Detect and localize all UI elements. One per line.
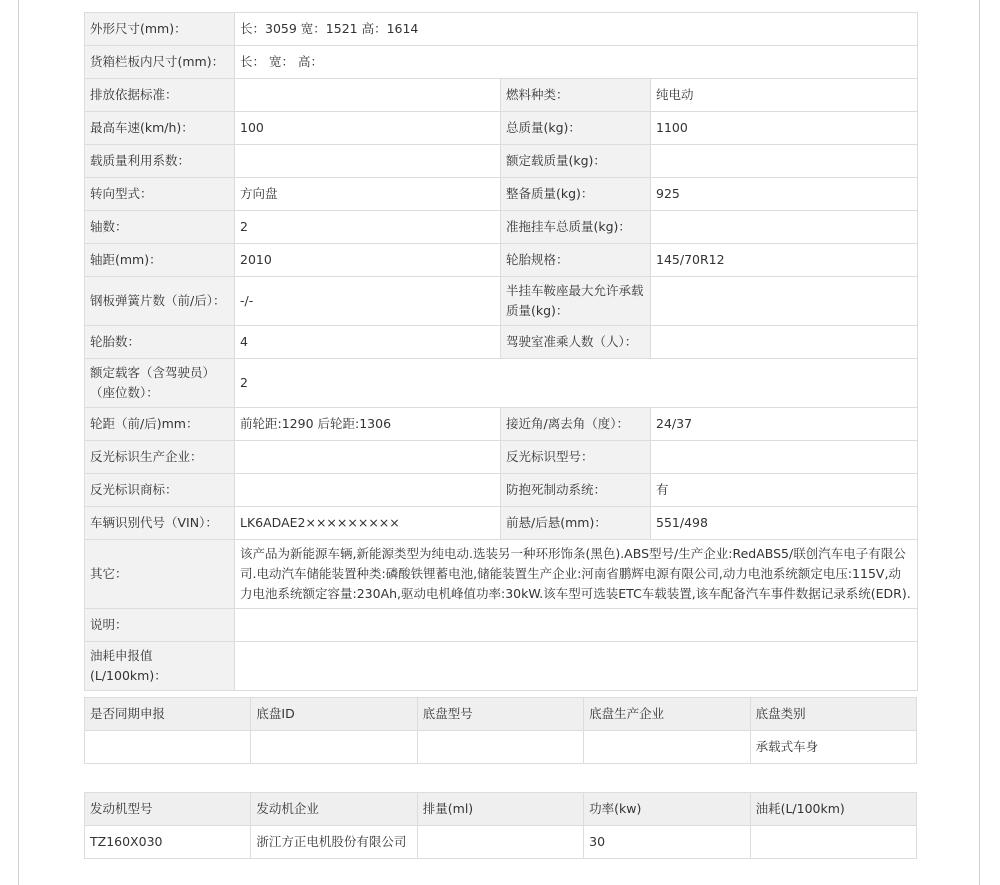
spec-row bbox=[85, 145, 918, 178]
table-cell bbox=[417, 826, 583, 859]
chassis-table bbox=[84, 697, 917, 764]
table-cell: TZ160X030 bbox=[85, 826, 251, 859]
spec-value: 2010 bbox=[235, 244, 501, 277]
spec-value: 方向盘 bbox=[235, 178, 501, 211]
spec-row bbox=[85, 178, 918, 211]
fuel-label: 油耗申报值(L/100km)： bbox=[85, 642, 235, 691]
spec-value: 24/37 bbox=[651, 408, 918, 441]
spec-label: 半挂车鞍座最大允许承载质量(kg)： bbox=[501, 277, 651, 326]
spec-value: -/- bbox=[235, 277, 501, 326]
spec-row bbox=[85, 244, 918, 277]
spec-label: 总质量(kg)： bbox=[501, 112, 651, 145]
spec-value bbox=[651, 211, 918, 244]
spec-value bbox=[651, 277, 918, 326]
table-cell bbox=[85, 731, 251, 764]
spec-label: 排放依据标准： bbox=[85, 79, 235, 112]
table-cell bbox=[417, 731, 583, 764]
column-header: 发动机型号 bbox=[85, 793, 251, 826]
spec-label: 钢板弹簧片数（前/后）： bbox=[85, 277, 235, 326]
cargo-label: 货箱栏板内尺寸(mm)： bbox=[85, 46, 235, 79]
spec-value: 551/498 bbox=[651, 507, 918, 540]
engine-header-row bbox=[85, 793, 917, 826]
spec-value: 100 bbox=[235, 112, 501, 145]
spec-value bbox=[235, 474, 501, 507]
fuel-value bbox=[235, 642, 918, 691]
spec-label: 轮胎规格： bbox=[501, 244, 651, 277]
seats-label: 额定载客（含驾驶员）（座位数）： bbox=[85, 359, 235, 408]
spec-label: 最高车速(km/h)： bbox=[85, 112, 235, 145]
spec-value bbox=[235, 145, 501, 178]
chassis-data-row bbox=[85, 731, 917, 764]
spec-label: 车辆识别代号（VIN）： bbox=[85, 507, 235, 540]
table-cell bbox=[750, 826, 916, 859]
note-value bbox=[235, 609, 918, 642]
engine-data-row bbox=[85, 826, 917, 859]
spec-row bbox=[85, 277, 918, 326]
spec-label: 额定载质量(kg)： bbox=[501, 145, 651, 178]
spec-row bbox=[85, 211, 918, 244]
dims-value: 长：3059 宽：1521 高：1614 bbox=[235, 13, 918, 46]
spec-row-other bbox=[85, 540, 918, 609]
spec-label: 防抱死制动系统： bbox=[501, 474, 651, 507]
spec-row bbox=[85, 112, 918, 145]
column-header: 油耗(L/100km) bbox=[750, 793, 916, 826]
spec-label: 反光标识商标： bbox=[85, 474, 235, 507]
spec-value bbox=[651, 326, 918, 359]
spec-value: 925 bbox=[651, 178, 918, 211]
table-cell: 30 bbox=[584, 826, 750, 859]
spec-value bbox=[235, 441, 501, 474]
spec-row-seats bbox=[85, 359, 918, 408]
spec-label: 载质量利用系数： bbox=[85, 145, 235, 178]
other-value: 该产品为新能源车辆,新能源类型为纯电动.选装另一种环形饰条(黑色).ABS型号/生产企业:RedABS5/联创汽车电子有限公司.电动汽车储能装置种类:磷酸铁锂蓄电池,储能装置生产企业:河南省鹏辉电源有限公司,动力电池系统额定电压:115V,动力电池系统额定容量:230Ah,驱动电机峰值功率:30kW.该车型可选装ETC车载装置,该车配备汽车事件数据记录系统(EDR). bbox=[235, 540, 918, 609]
spec-row bbox=[85, 408, 918, 441]
column-header: 底盘型号 bbox=[417, 698, 583, 731]
spec-label: 转向型式： bbox=[85, 178, 235, 211]
column-header: 发动机企业 bbox=[251, 793, 417, 826]
spec-label: 轴数： bbox=[85, 211, 235, 244]
spec-value: 145/70R12 bbox=[651, 244, 918, 277]
spec-label: 准拖挂车总质量(kg)： bbox=[501, 211, 651, 244]
spec-value: 有 bbox=[651, 474, 918, 507]
spec-label: 燃料种类： bbox=[501, 79, 651, 112]
cargo-value: 长： 宽： 高： bbox=[235, 46, 918, 79]
table-cell: 承载式车身 bbox=[750, 731, 916, 764]
table-cell bbox=[251, 731, 417, 764]
spec-row bbox=[85, 474, 918, 507]
column-header: 底盘ID bbox=[251, 698, 417, 731]
spec-label: 前悬/后悬(mm)： bbox=[501, 507, 651, 540]
spec-row-note bbox=[85, 609, 918, 642]
spec-row bbox=[85, 441, 918, 474]
engine-table bbox=[84, 792, 917, 859]
column-header: 是否同期申报 bbox=[85, 698, 251, 731]
column-header: 底盘类别 bbox=[750, 698, 916, 731]
spec-value: 4 bbox=[235, 326, 501, 359]
spec-value bbox=[235, 79, 501, 112]
spec-table bbox=[84, 12, 918, 691]
other-label: 其它： bbox=[85, 540, 235, 609]
spec-row-cargo bbox=[85, 46, 918, 79]
column-header: 底盘生产企业 bbox=[584, 698, 750, 731]
chassis-header-row bbox=[85, 698, 917, 731]
spec-row-fuel bbox=[85, 642, 918, 691]
column-header: 排量(ml) bbox=[417, 793, 583, 826]
spec-label: 反光标识型号： bbox=[501, 441, 651, 474]
spec-row bbox=[85, 326, 918, 359]
page-frame-left bbox=[18, 0, 19, 885]
spec-label: 驾驶室准乘人数（人）： bbox=[501, 326, 651, 359]
spec-label: 接近角/离去角（度）： bbox=[501, 408, 651, 441]
spec-value: 前轮距:1290 后轮距:1306 bbox=[235, 408, 501, 441]
spec-row bbox=[85, 507, 918, 540]
table-cell bbox=[584, 731, 750, 764]
seats-value: 2 bbox=[235, 359, 918, 408]
column-header: 功率(kw) bbox=[584, 793, 750, 826]
dims-label: 外形尺寸(mm)： bbox=[85, 13, 235, 46]
spec-label: 轮胎数： bbox=[85, 326, 235, 359]
spec-label: 整备质量(kg)： bbox=[501, 178, 651, 211]
spec-value: 1100 bbox=[651, 112, 918, 145]
spec-value bbox=[651, 441, 918, 474]
spec-value: 2 bbox=[235, 211, 501, 244]
spec-label: 轴距(mm)： bbox=[85, 244, 235, 277]
table-cell: 浙江方正电机股份有限公司 bbox=[251, 826, 417, 859]
vin-value: LK6ADAE2××××××××× bbox=[235, 507, 501, 540]
spec-row-dims bbox=[85, 13, 918, 46]
note-label: 说明： bbox=[85, 609, 235, 642]
spec-label: 反光标识生产企业： bbox=[85, 441, 235, 474]
spec-value bbox=[651, 145, 918, 178]
spec-label: 轮距（前/后)mm： bbox=[85, 408, 235, 441]
spec-value: 纯电动 bbox=[651, 79, 918, 112]
spec-row bbox=[85, 79, 918, 112]
page-frame-right bbox=[979, 0, 980, 885]
